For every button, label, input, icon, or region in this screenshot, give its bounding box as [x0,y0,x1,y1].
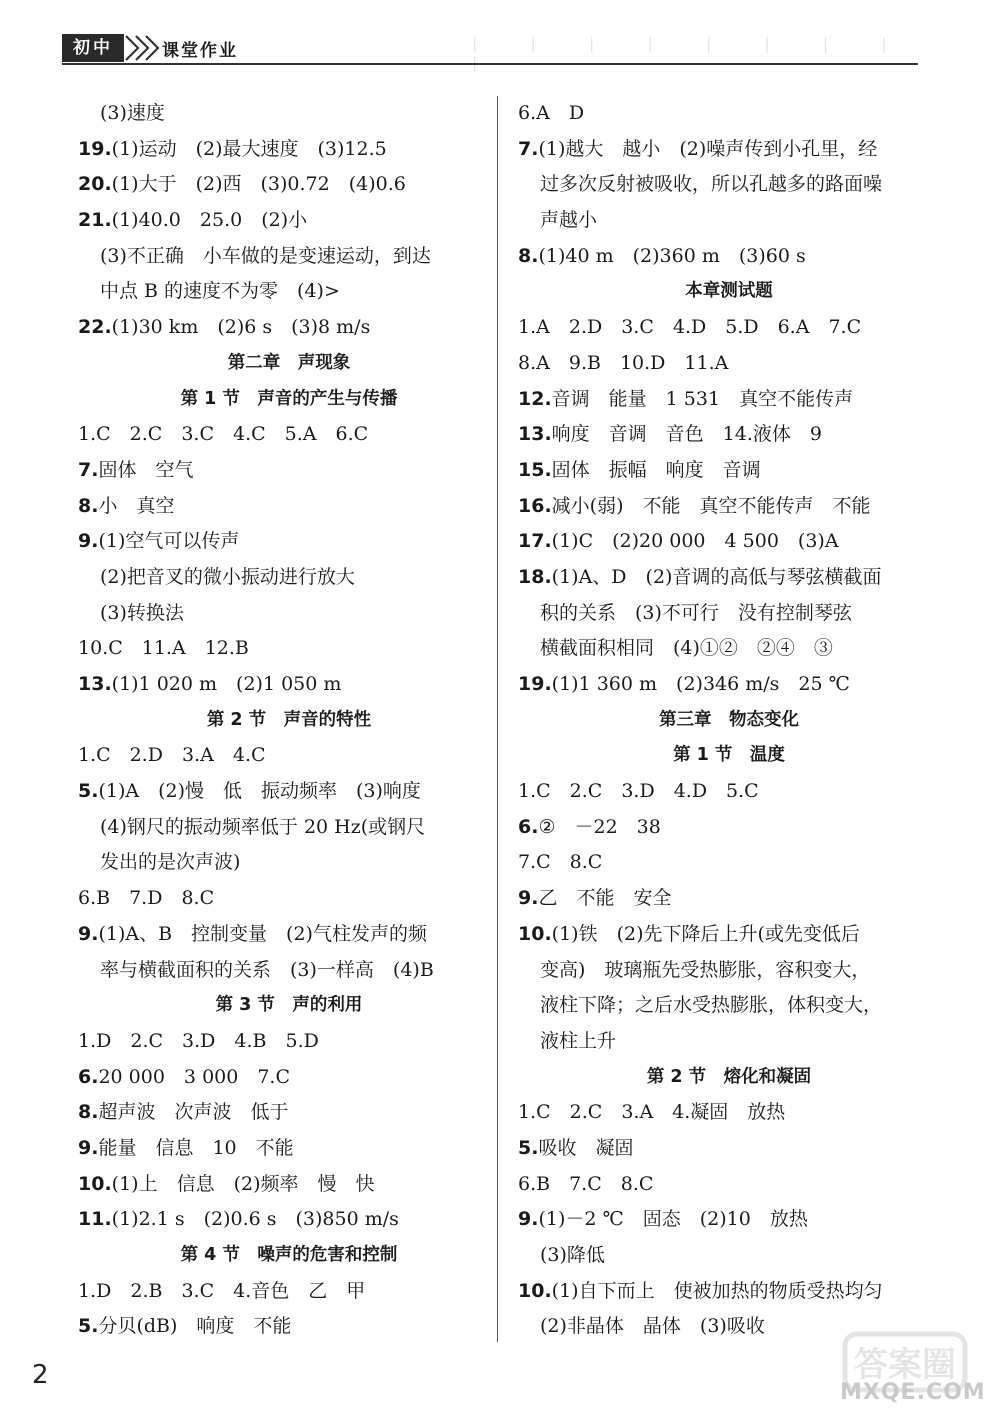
question-number: 11. [78,1208,112,1231]
question-number: 10. [518,1279,552,1302]
column-divider [497,96,498,1342]
answer-row: 10.C 11.A 12.B [78,637,249,660]
question-number: 20. [78,173,112,196]
answer-item [518,1274,928,1310]
answer-row: 8.A 9.B 10.D 11.A [518,351,729,374]
answer-item [518,132,928,168]
answer-item [78,489,488,525]
question-number: 8. [78,1101,99,1124]
question-number: 9. [518,1208,539,1231]
answer-text: (1)A、D (2)音调的高低与琴弦横截面 [551,565,882,588]
answer-continuation: 率与横截面积的关系 (3)一样高 (4)B [100,958,434,981]
question-number: 7. [78,458,99,481]
answer-text: 固体 空气 [98,458,194,481]
answer-text: (1)A、B 控制变量 (2)气柱发声的频 [98,922,427,945]
section-heading: 第 2 节 熔化和凝固 [646,1066,812,1087]
question-number: 16. [518,494,552,517]
answer-item [78,203,488,239]
answer-item [78,167,488,203]
answer-item [518,1131,928,1167]
answer-row: 1.D 2.B 3.C 4.音色 乙 甲 [78,1279,366,1302]
answer-item [518,667,928,703]
answer-item [518,810,928,846]
question-number: 13. [78,673,112,695]
answer-text: 减小(弱) 不能 真空不能传声 不能 [551,494,871,517]
answer-text: (1)30 km (2)6 s (3)8 m/s [111,316,371,339]
answer-item [78,1060,488,1096]
answer-text: (1)运动 (2)最大速度 (3)12.5 [111,137,387,160]
answer-text: 超声波 次声波 低于 [98,1101,289,1124]
question-number: 6. [78,1065,99,1088]
question-number: 5. [78,780,99,803]
question-number: 9. [78,922,99,945]
question-number: 6. [518,815,539,838]
answer-item [78,310,488,346]
answer-text: 固体 振幅 响度 音调 [551,458,761,481]
question-number: 21. [78,209,112,232]
answer-item [78,774,488,810]
answer-item [78,524,488,560]
question-number: 22. [78,316,112,339]
question-number: 9. [78,1136,99,1159]
header-decoration: | | | | | | | | [472,34,911,53]
answer-text: (1)越大 越小 (2)噪声传到小孔里，经 [538,137,878,160]
page-number: 2 [32,1360,49,1390]
answer-text: (1)－2 ℃ 固态 (2)10 放热 [538,1208,808,1231]
answer-item [518,524,928,560]
right-answer-column [518,96,928,1345]
question-number: 8. [78,494,99,517]
answer-item [518,489,928,525]
answer-row: 6.B 7.C 8.C [518,1172,654,1195]
answer-text: (1)40 m (2)360 m (3)60 s [538,244,806,267]
answer-item [78,1095,488,1131]
answer-row: 1.A 2.D 3.C 4.D 5.D 6.A 7.C [518,316,862,339]
answer-item [518,881,928,917]
answer-item [518,1202,928,1238]
answer-item [78,1309,488,1345]
question-number: 5. [518,1136,539,1159]
answer-item [78,453,488,489]
answer-continuation: (2)非晶体 晶体 (3)吸收 [540,1315,765,1338]
answer-text: (1)2.1 s (2)0.6 s (3)850 m/s [111,1208,399,1231]
question-number: 9. [78,530,99,553]
answer-item [78,1202,488,1238]
section-heading: 第 1 节 声音的产生与传播 [180,388,398,409]
section-heading: 第 4 节 噪声的危害和控制 [180,1245,398,1265]
answer-text: (1)C (2)20 000 4 500 (3)A [551,530,839,553]
question-number: 13. [518,423,552,446]
section-heading: 第 2 节 声音的特性 [206,709,372,730]
answer-row: 6.A D [518,102,585,124]
answer-text: (1)1 020 m (2)1 050 m [111,673,342,695]
answer-continuation: 中点 B 的速度不为零 (4)> [100,280,340,303]
answer-continuation: (4)钢尺的振动频率低于 20 Hz(或钢尺 [100,815,426,838]
question-number: 10. [518,922,552,945]
answer-continuation: 液柱下降；之后水受热膨胀，体积变大， [540,994,883,1017]
answer-text: 小 真空 [98,494,175,517]
answer-continuation: (3)不正确 小车做的是变速运动，到达 [100,244,431,267]
answer-item [78,1131,488,1167]
answer-continuation: 声越小 [540,209,598,232]
answer-row: 1.C 2.C 3.D 4.D 5.C [518,780,759,803]
book-title: 课堂作业 [162,41,238,61]
answer-item [518,560,928,596]
question-number: 18. [518,565,552,588]
answer-continuation: (3)速度 [100,102,165,124]
answer-continuation: 液柱上升 [540,1029,617,1052]
answer-text: 20 000 3 000 7.C [98,1065,290,1088]
double-chevron-icon [122,30,162,66]
answer-item [518,382,928,418]
question-number: 5. [78,1315,99,1338]
answer-item [518,453,928,489]
header-rule [62,63,918,65]
answer-continuation: 发出的是次声波) [100,851,241,874]
page-header [62,30,918,66]
answer-row: 1.C 2.C 3.A 4.凝固 放热 [518,1101,786,1124]
section-heading: 第三章 物态变化 [659,709,799,730]
question-number: 17. [518,530,552,553]
answer-continuation: (3)降低 [540,1244,605,1266]
question-number: 8. [518,244,539,267]
question-number: 7. [518,137,539,160]
answer-text: (1)大于 (2)西 (3)0.72 (4)0.6 [111,173,406,196]
answer-continuation: 过多次反射被吸收，所以孔越多的路面噪 [540,173,883,196]
answer-text: 吸收 凝固 [538,1136,634,1159]
left-answer-column [78,96,488,1345]
answer-text: (1)1 360 m (2)346 m/s 25 ℃ [551,673,850,695]
watermark-logo-text: 答案圈 [854,1345,956,1385]
answer-text: ② －22 38 [538,815,661,838]
answer-text: (1)40.0 25.0 (2)小 [111,209,308,232]
answer-item [78,1167,488,1203]
answer-row: 6.B 7.D 8.C [78,887,215,910]
question-number: 10. [78,1172,112,1195]
answer-text: (1)空气可以传声 [98,530,240,553]
answer-item [78,667,488,703]
answer-item [78,917,488,953]
answer-text: (1)自下而上 使被加热的物质受热均匀 [551,1279,883,1302]
section-heading: 第二章 声现象 [227,352,351,373]
answer-text: 音调 能量 1 531 真空不能传声 [551,387,854,410]
answer-continuation: 积的关系 (3)不可行 没有控制琴弦 [540,601,852,624]
question-number: 9. [518,887,539,910]
answer-text: 能量 信息 10 不能 [98,1136,294,1159]
question-number: 19. [518,673,552,695]
question-number: 15. [518,458,552,481]
question-number: 19. [78,137,112,160]
answer-item [518,239,928,275]
answer-continuation: 横截面积相同 (4)①② ②④ ③ [540,637,833,660]
answer-item [518,917,928,953]
answer-text: 分贝(dB) 响度 不能 [98,1315,292,1338]
question-number: 12. [518,387,552,410]
section-heading: 本章测试题 [685,281,773,302]
answer-continuation: (3)转换法 [100,601,184,624]
watermark-site: MXQE.COM [840,1380,986,1405]
answer-row: 1.C 2.D 3.A 4.C [78,744,266,767]
answer-row: 1.C 2.C 3.C 4.C 5.A 6.C [78,423,369,446]
answer-row: 7.C 8.C [518,851,603,874]
section-heading: 第 3 节 声的利用 [215,995,363,1016]
answer-continuation: 变高) 玻璃瓶先受热膨胀，容积变大， [540,958,871,981]
answer-row: 1.D 2.C 3.D 4.B 5.D [78,1029,319,1052]
answer-item [78,132,488,168]
answer-text: 乙 不能 安全 [538,887,672,910]
answer-text: (1)A (2)慢 低 振动频率 (3)响度 [98,780,421,803]
answer-item [518,417,928,453]
section-heading: 第 1 节 温度 [673,745,785,766]
grade-tab: 初中 [62,34,124,62]
answer-continuation: (2)把音叉的微小振动进行放大 [100,565,355,588]
answer-text: (1)铁 (2)先下降后上升(或先变低后 [551,922,860,945]
answer-text: 响度 音调 音色 14.液体 9 [551,423,822,446]
answer-text: (1)上 信息 (2)频率 慢 快 [111,1172,375,1195]
